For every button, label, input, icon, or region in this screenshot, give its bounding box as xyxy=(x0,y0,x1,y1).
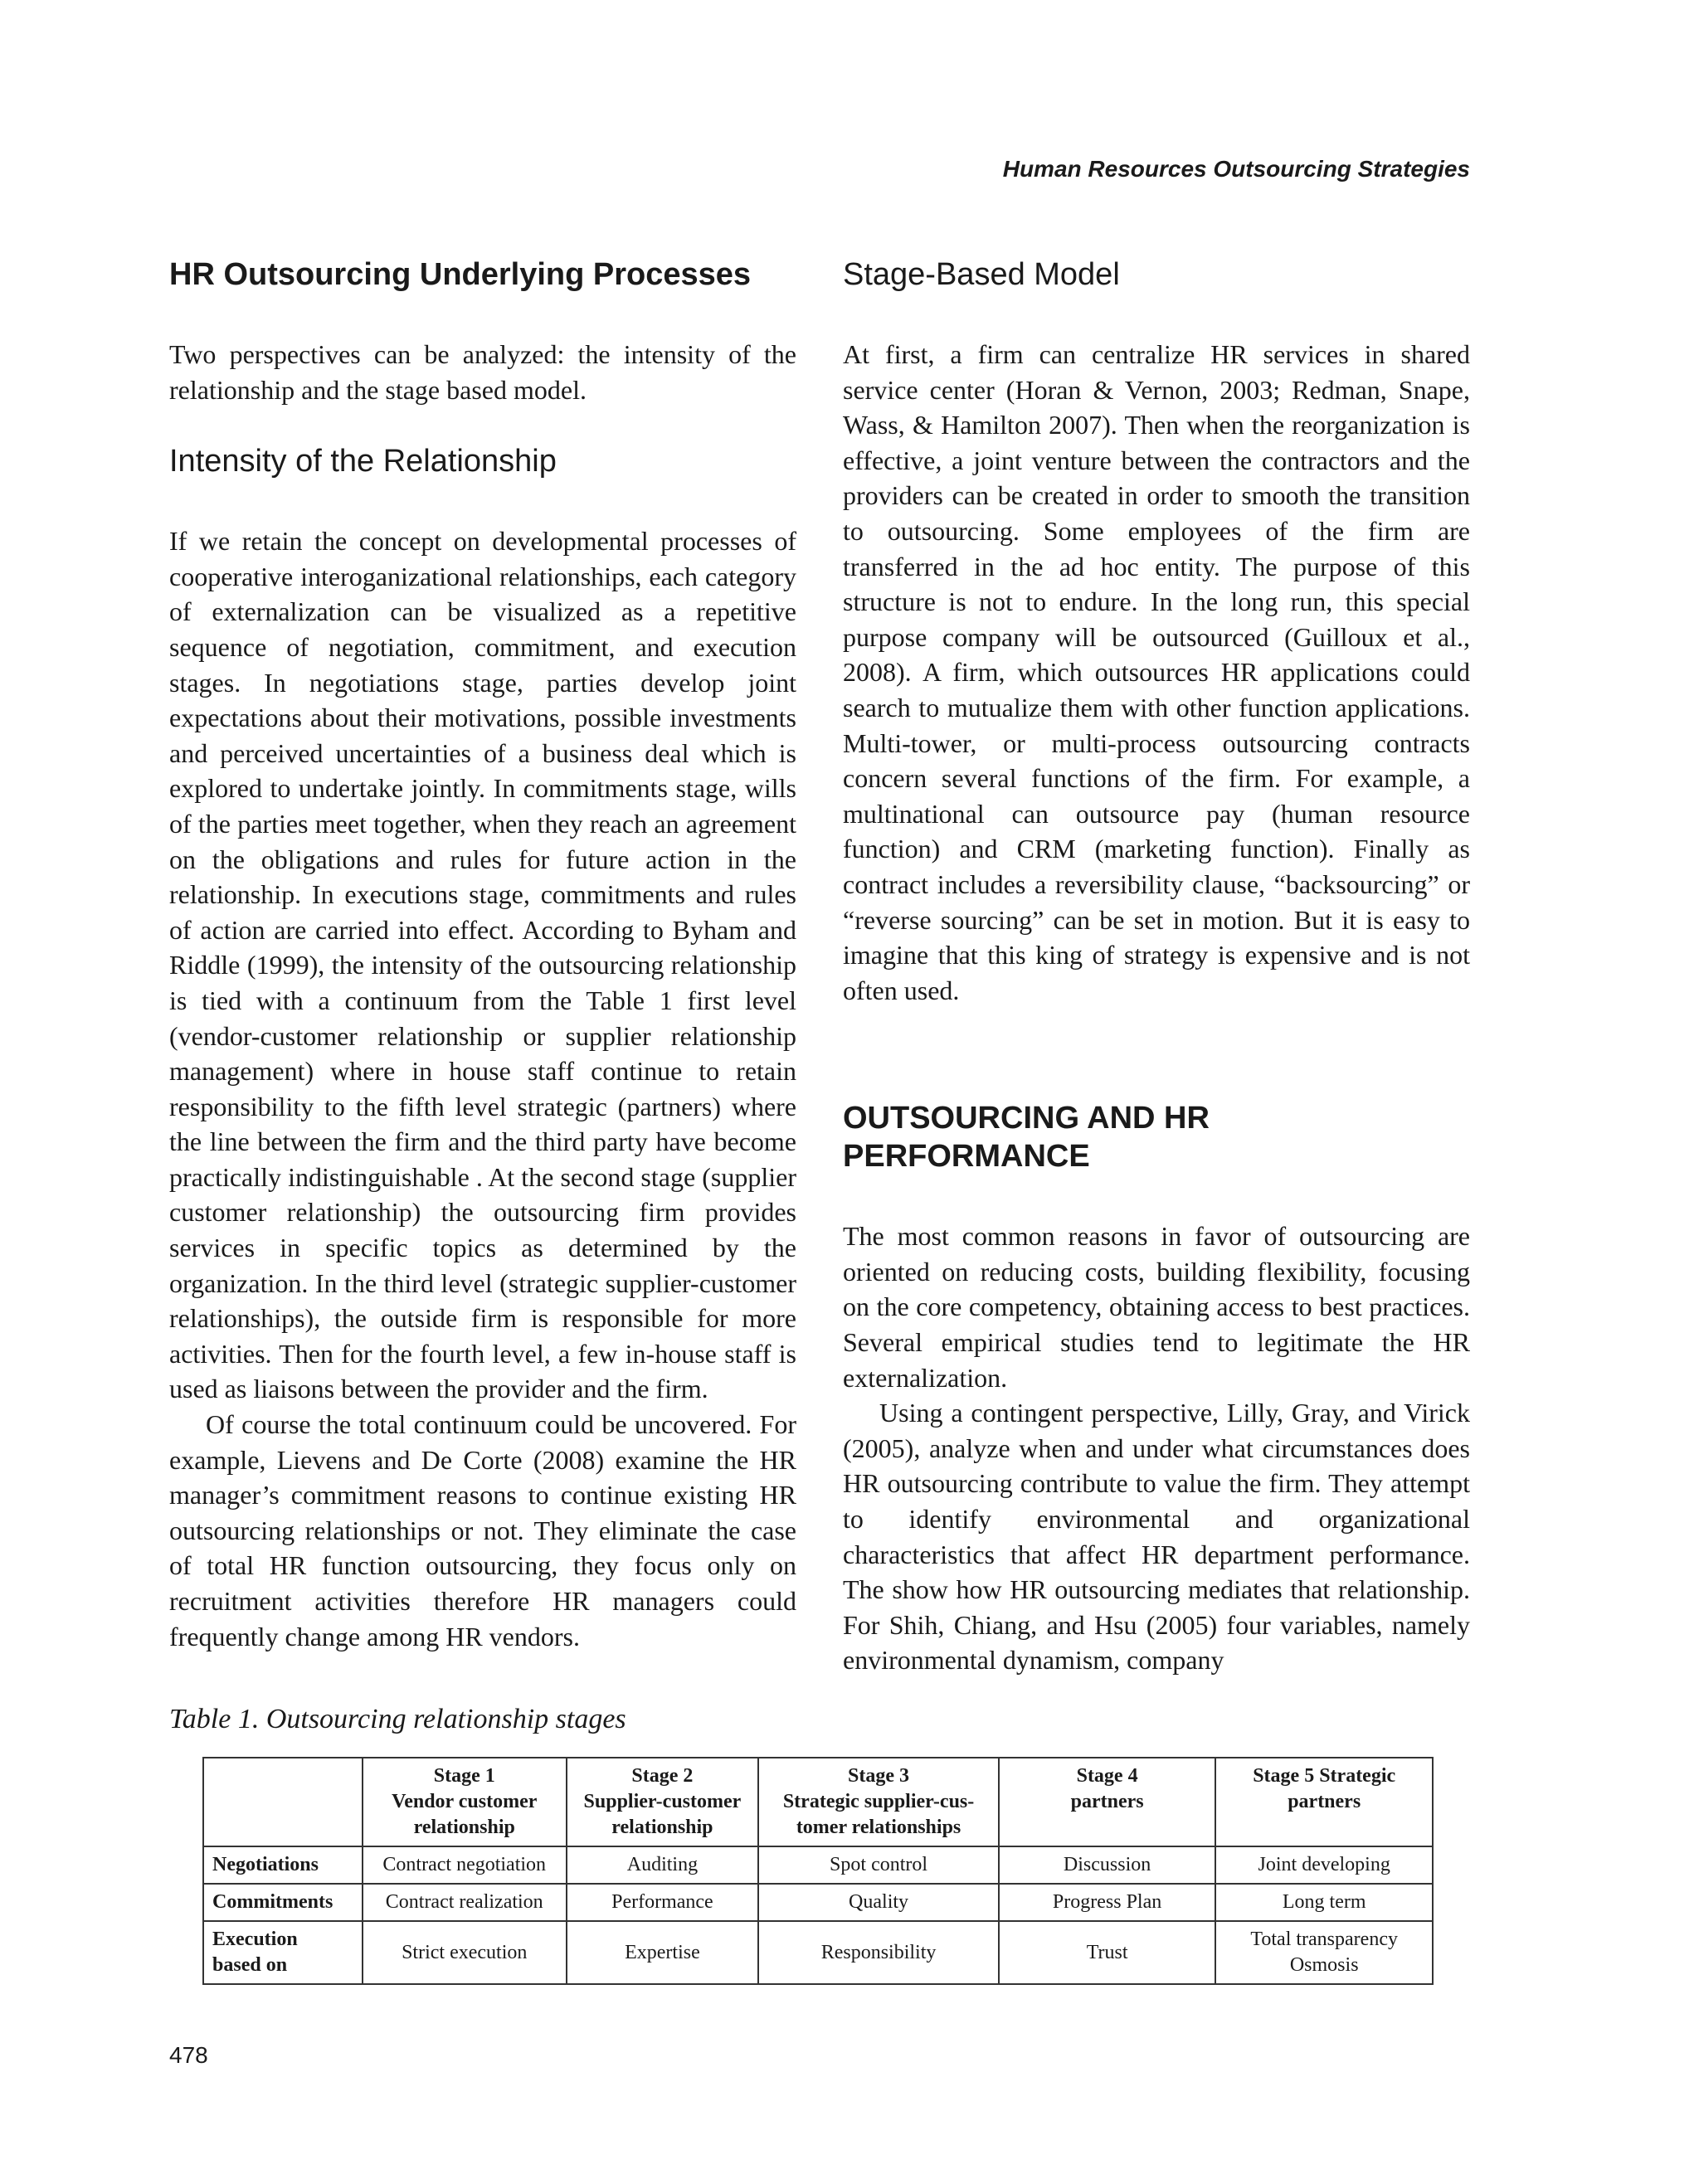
outsourcing-stages-table xyxy=(202,1757,1434,1985)
table-caption: Table 1. Outsourcing relationship stages xyxy=(169,1704,626,1734)
table-cell: Spot control xyxy=(758,1846,999,1884)
intensity-paragraph-2: Of course the total continuum could be uncovered. For example, Lievens and De Corte (2008) examine the HR manager’s commitment reasons to continue existing HR outsourcing relationships or not. They eliminate the case of total HR function outsourcing, they focus only on recruitment activities therefore HR managers could frequently change among HR vendors. xyxy=(169,1409,796,1651)
table-row xyxy=(203,1846,1433,1884)
table-cell: Discussion xyxy=(999,1846,1216,1884)
performance-paragraph-2: Using a contingent perspective, Lilly, Gray, and Virick (2005), analyze when and under what circumstances does HR outsourcing contribute to value the firm. They attempt to identify environmental and organizational characteristics that affect HR department performance. The show how HR outsourcing mediates that relationship. For Shih, Chiang, and Hsu (2005) four variables, namely environmental dynamism, company xyxy=(843,1398,1470,1676)
page-number: 478 xyxy=(169,2042,208,2068)
table-row-label: Commitments xyxy=(203,1884,363,1921)
table-cell: Expertise xyxy=(567,1921,759,1984)
performance-paragraph-1: The most common reasons in favor of outsourcing are oriented on reducing costs, building flexibility, focusing on the core competency, obtaining access to best practices. Several empirical studies tend to legitimate the HR externalization. xyxy=(843,1221,1470,1393)
intensity-paragraph-1: If we retain the concept on developmental processes of cooperative interoganizational relationships, each category of externalization can be visualized as a repetitive sequence of negotiation, commitment, and execution stages. In negotiations stage, parties develop joint expectations about their motivations, possible investments and perceived uncertainties of a business deal which is explored to undertake jointly. In commitments stage, wills of the parties meet together, when they reach an agreement on the obligations and rules for future action in the relationship. In executions stage, commitments and rules of action are carried into effect. According to Byham and Riddle (1999), the intensity of the outsourcing relationship is tied with a continuum from the Table 1 first level (vendor-customer relationship or supplier relationship management) where in house staff continue to retain responsibility to the fifth level strategic (partners) where the line between the firm and the third party have become practically indistinguishable . At the second stage (supplier customer relationship) the outsourcing firm provides services in specific topics as determined by the organization. In the third level (strategic supplier-customer relationships), the outside firm is responsible for more activities. Then for the fourth level, a few in-house staff is used as liaisons between the provider and the firm. xyxy=(169,526,796,1404)
table-header-cell: Stage 1 Vendor customer relationship xyxy=(363,1758,567,1846)
table-header-cell: Stage 4 partners xyxy=(999,1758,1216,1846)
table-cell: Contract negotiation xyxy=(363,1846,567,1884)
section-heading-line-1: OUTSOURCING AND HR xyxy=(843,1101,1210,1136)
table-cell: Quality xyxy=(758,1884,999,1921)
table-cell: Auditing xyxy=(567,1846,759,1884)
table-cell: Contract realization xyxy=(363,1884,567,1921)
table-header-row xyxy=(203,1758,1433,1846)
table-cell: Strict execution xyxy=(363,1921,567,1984)
table-cell: Joint developing xyxy=(1215,1846,1433,1884)
stage-model-paragraph: At first, a firm can centralize HR services in shared service center (Horan & Vernon, 2003; Redman, Snape, Wass, & Hamilton 2007). Then when the reorganization is effective, a joint venture between the contractors and the providers can be created in order to smooth the transition to outsourcing. Some employees of the firm are transferred in the ad hoc entity. The purpose of this structure is not to endure. In the long run, this special purpose company will be outsourced (Guilloux et al., 2008). A firm, which outsources HR applications could search to mutualize them with other function applications. Multi-tower, or multi-process outsourcing contracts concern several functions of the firm. For example, a multinational can outsource pay (human resource function) and CRM (marketing function). Finally as contract includes a reversibility clause, “backsourcing” or “reverse sourcing” can be set in motion. But it is easy to imagine that this king of strategy is expensive and is not often used. xyxy=(843,339,1470,1005)
table-header-cell: Stage 2 Supplier-customer relationship xyxy=(567,1758,759,1846)
section-heading-hr-outsourcing-processes: HR Outsourcing Underlying Processes xyxy=(169,257,752,292)
subheading-stage-based-model: Stage-Based Model xyxy=(843,257,1120,292)
left-column xyxy=(169,255,796,1654)
table-cell: Performance xyxy=(567,1884,759,1921)
intro-paragraph: Two perspectives can be analyzed: the intensity of the relationship and the stage based model. xyxy=(169,339,796,405)
table-cell: Long term xyxy=(1215,1884,1433,1921)
subheading-intensity: Intensity of the Relationship xyxy=(169,444,557,479)
table-header-cell xyxy=(203,1758,363,1846)
table-row xyxy=(203,1884,1433,1921)
table-row xyxy=(203,1921,1433,1984)
table-cell: Total transparency Osmosis xyxy=(1215,1921,1433,1984)
table-row-label: Negotiations xyxy=(203,1846,363,1884)
running-head: Human Resources Outsourcing Strategies xyxy=(1002,156,1470,182)
section-heading-line-2: PERFORMANCE xyxy=(843,1139,1090,1175)
right-column xyxy=(843,255,1470,1678)
table-header-cell: Stage 3 Strategic supplier-cus- tomer relationships xyxy=(758,1758,999,1846)
table-cell: Trust xyxy=(999,1921,1216,1984)
table-cell: Progress Plan xyxy=(999,1884,1216,1921)
table-row-label: Execution based on xyxy=(203,1921,363,1984)
table-cell: Responsibility xyxy=(758,1921,999,1984)
table-header-cell: Stage 5 Strategic partners xyxy=(1215,1758,1433,1846)
section-heading-outsourcing-performance xyxy=(843,1099,1470,1175)
